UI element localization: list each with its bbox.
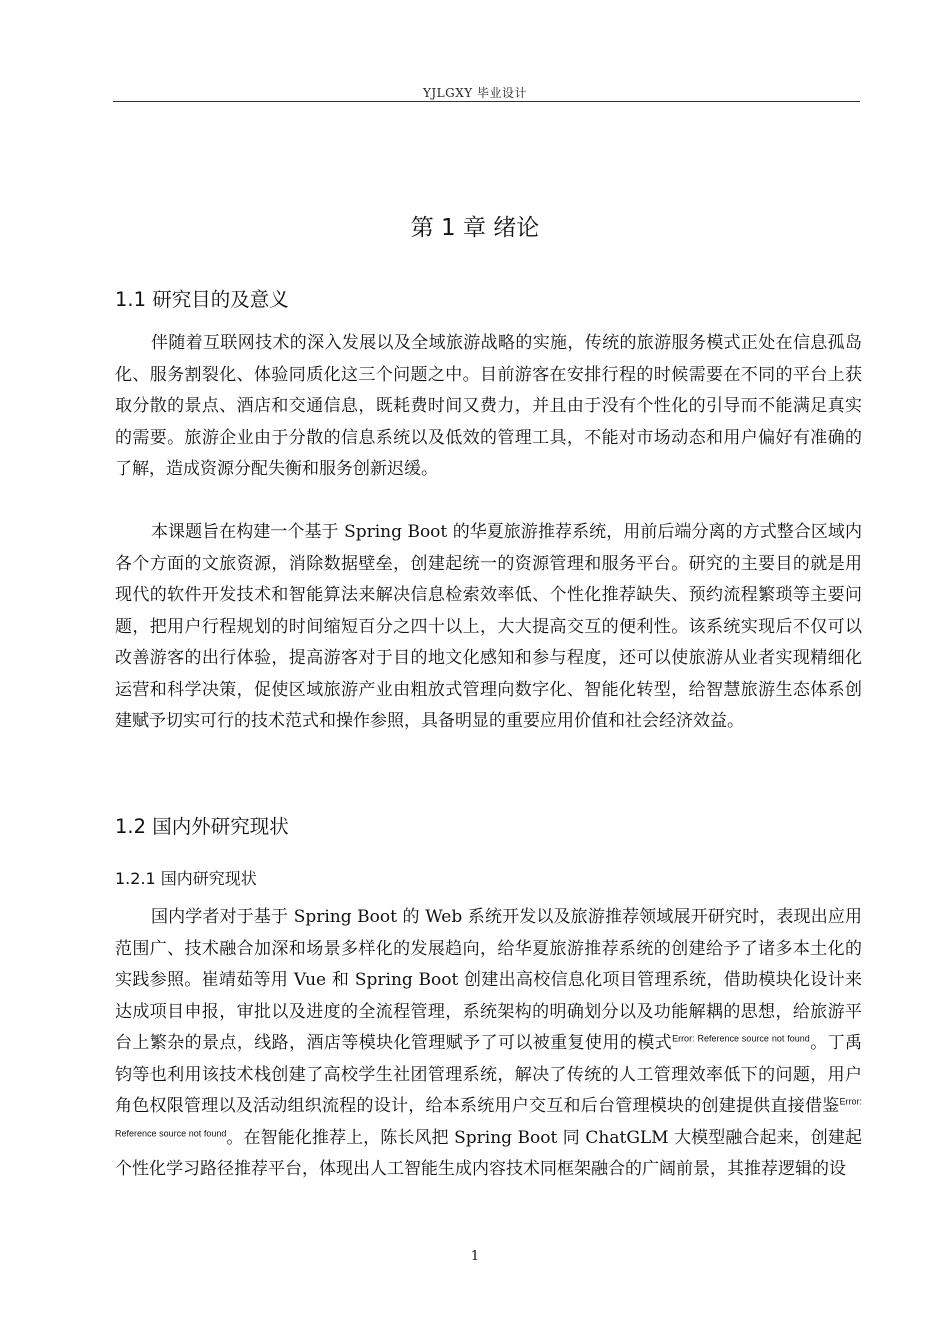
section-1-2-title: 1.2 国内外研究现状 <box>115 815 289 838</box>
section-1-1-paragraph-1: 伴随着互联网技术的深入发展以及全域旅游战略的实施，传统的旅游服务模式正处在信息孤岛化、服务割裂化、体验同质化这三个问题之中。目前游客在安排行程的时候需要在不同的平台上获取分散的景点、酒店和交通信息，既耗费时间又费力，并且由于没有个性化的引导而不能满足真实的需要。旅游企业由于分散的信息系统以及低效的管理工具，不能对市场动态和用户偏好有准确的了解，造成资源分配失衡和服务创新迟缓。 <box>115 333 862 479</box>
section-1-1-title: 1.1 研究目的及意义 <box>115 288 289 311</box>
header-rule <box>113 101 860 102</box>
section-1-2-1-title: 1.2.1 国内研究现状 <box>115 869 257 888</box>
paragraph-text-part-3: 。在智能化推荐上，陈长风把 Spring Boot 同 ChatGLM 大模型融合起来，创建起个性化学习路径推荐平台，体现出人工智能生成内容技术同框架融合的广阔前景，其推荐逻辑的设 <box>115 1127 862 1179</box>
chapter-title: 第 1 章 绪论 <box>410 215 540 241</box>
reference-error-2: Error: Reference source not found <box>115 1096 862 1138</box>
reference-error-1: Error: Reference source not found <box>672 1033 810 1044</box>
section-1-2-1-paragraph <box>115 902 862 1186</box>
page-header: YJLGXY 毕业设计 <box>422 86 528 100</box>
paragraph-text-part-1: 国内学者对于基于 Spring Boot 的 Web 系统开发以及旅游推荐领域展开研究时，表现出应用范围广、技术融合加深和场景多样化的发展趋向，给华夏旅游推荐系统的创建给予了诸多本土化的实践参照。崔靖茹等用 Vue 和 Spring Boot 创建出高校信息化项目管理系统，借助模块化设计来达成项目申报，审批以及进度的全流程管理，系统架构的明确划分以及功能解耦的思想，给旅游平台上繁杂的景点，线路，酒店等模块化管理赋予了可以被重复使用的模式 <box>115 907 862 1053</box>
page-number: 1 <box>470 1249 480 1264</box>
paragraph-text-part-2: 。丁禹钧等也利用该技术栈创建了高校学生社团管理系统，解决了传统的人工管理效率低下的问题，用户角色权限管理以及活动组织流程的设计，给本系统用户交互和后台管理模块的创建提供直接借鉴 <box>115 1033 863 1116</box>
section-1-1-paragraph-2: 本课题旨在构建一个基于 Spring Boot 的华夏旅游推荐系统，用前后端分离的方式整合区域内各个方面的文旅资源，消除数据壁垒，创建起统一的资源管理和服务平台。研究的主要目的就是用现代的软件开发技术和智能算法来解决信息检索效率低、个性化推荐缺失、预约流程繁琐等主要问题，把用户行程规划的时间缩短百分之四十以上，大大提高交互的便利性。该系统实现后不仅可以改善游客的出行体验，提高游客对于目的地文化感知和参与程度，还可以使旅游从业者实现精细化运营和科学决策，促使区域旅游产业由粗放式管理向数字化、智能化转型，给智慧旅游生态体系创建赋予切实可行的技术范式和操作参照，具备明显的重要应用价值和社会经济效益。 <box>115 522 862 731</box>
